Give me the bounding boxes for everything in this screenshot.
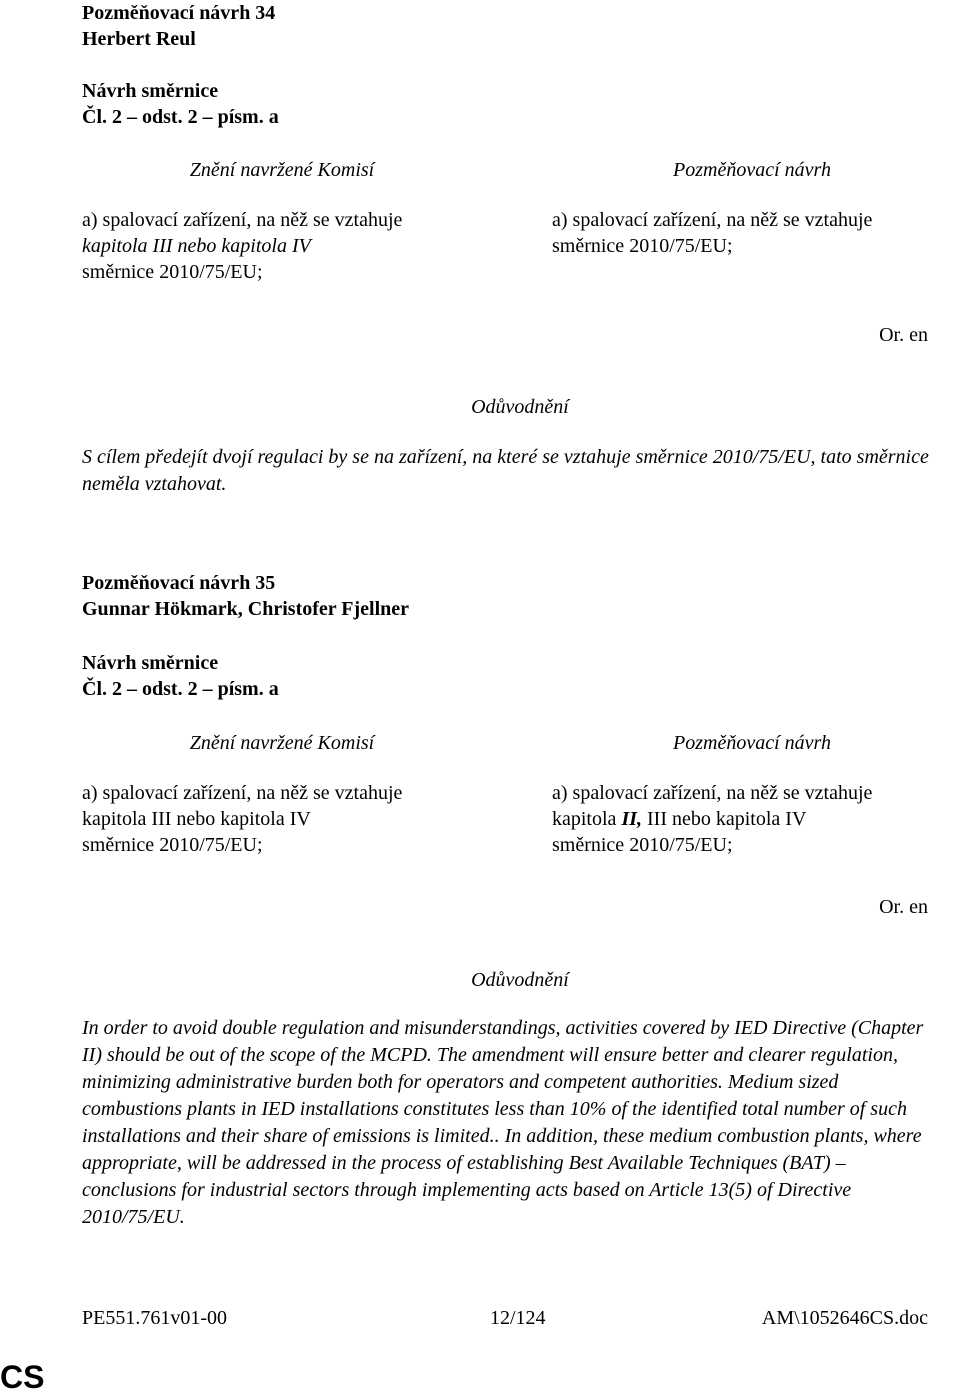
amendment-34-right-header: Pozměňovací návrh bbox=[673, 159, 831, 181]
footer-page-number: 12/124 bbox=[490, 1307, 546, 1329]
amendment-34-justification-text: S cílem předejít dvojí regulaci by se na zařízení, na které se vztahuje směrnice 2010/75/EU, tato směrnice neměla vztahovat. bbox=[82, 446, 929, 495]
amendment-35-left-line1: a) spalovací zařízení, na něž se vztahuje bbox=[82, 782, 403, 804]
amendment-35-right-line3: směrnice 2010/75/EU; bbox=[552, 834, 733, 856]
amendment-34-original-language: Or. en bbox=[879, 324, 928, 346]
amendment-35-right-line2-emphasis: II, bbox=[621, 808, 643, 830]
amendment-35-heading: Pozměňovací návrh 35 bbox=[82, 572, 276, 594]
amendment-35-justification-text: In order to avoid double regulation and misunderstandings, activities covered by IED Directive (Chapter II) should be out of the scope of the MCPD. The amendment will ensure better and clearer regulation, minimizing administrative burden both for operators and competent authorities. Medium sized combustions plants in IED installations constitutes less than 10% of the identified total number of such installations and their share of emissions is limited.. In addition, these medium combustion plants, where appropriate, will be addressed in the process of establishing Best Available Techniques (BAT) – conclusions for industrial sectors through implementing acts based on Article 13(5) of Directive 2010/75/EU. bbox=[82, 1017, 924, 1228]
amendment-34-left-header: Znění navržené Komisí bbox=[189, 159, 375, 181]
amendment-35-left-header: Znění navržené Komisí bbox=[189, 732, 375, 754]
amendment-34-justification-title: Odůvodnění bbox=[471, 396, 569, 418]
amendment-35-justification-title: Odůvodnění bbox=[471, 969, 569, 991]
amendment-34-author: Herbert Reul bbox=[82, 28, 196, 50]
footer-file-name: AM\1052646CS.doc bbox=[761, 1307, 928, 1329]
amendment-34-article: Čl. 2 – odst. 2 – písm. a bbox=[82, 106, 279, 128]
amendment-34-left-line1: a) spalovací zařízení, na něž se vztahuje bbox=[82, 209, 403, 231]
amendment-35-right-line1: a) spalovací zařízení, na něž se vztahuje bbox=[552, 782, 873, 804]
amendment-35-right-header: Pozměňovací návrh bbox=[673, 732, 831, 754]
amendment-35-original-language: Or. en bbox=[879, 896, 928, 918]
amendment-34-right-line1: a) spalovací zařízení, na něž se vztahuje bbox=[552, 209, 873, 231]
footer-language-code: CS bbox=[0, 1359, 45, 1395]
amendment-35-right-line2 bbox=[552, 806, 806, 832]
amendment-34-left-line3: směrnice 2010/75/EU; bbox=[82, 261, 263, 283]
amendment-35-right-line2-pre: kapitola bbox=[552, 808, 622, 830]
footer-document-reference: PE551.761v01-00 bbox=[82, 1307, 227, 1329]
amendment-34-heading: Pozměňovací návrh 34 bbox=[82, 2, 276, 24]
amendment-34-left-line2: kapitola III nebo kapitola IV bbox=[82, 235, 311, 257]
amendment-35-right-line2-post: III nebo kapitola IV bbox=[642, 808, 807, 830]
amendment-34-proposal-label: Návrh směrnice bbox=[82, 80, 219, 102]
amendment-35-left-line3: směrnice 2010/75/EU; bbox=[82, 834, 263, 856]
amendment-35-author: Gunnar Hökmark, Christofer Fjellner bbox=[82, 598, 410, 620]
amendment-34-right-line2: směrnice 2010/75/EU; bbox=[552, 235, 733, 257]
amendment-35-proposal-label: Návrh směrnice bbox=[82, 652, 219, 674]
amendment-35-left-line2: kapitola III nebo kapitola IV bbox=[82, 808, 311, 830]
amendment-35-article: Čl. 2 – odst. 2 – písm. a bbox=[82, 678, 279, 700]
